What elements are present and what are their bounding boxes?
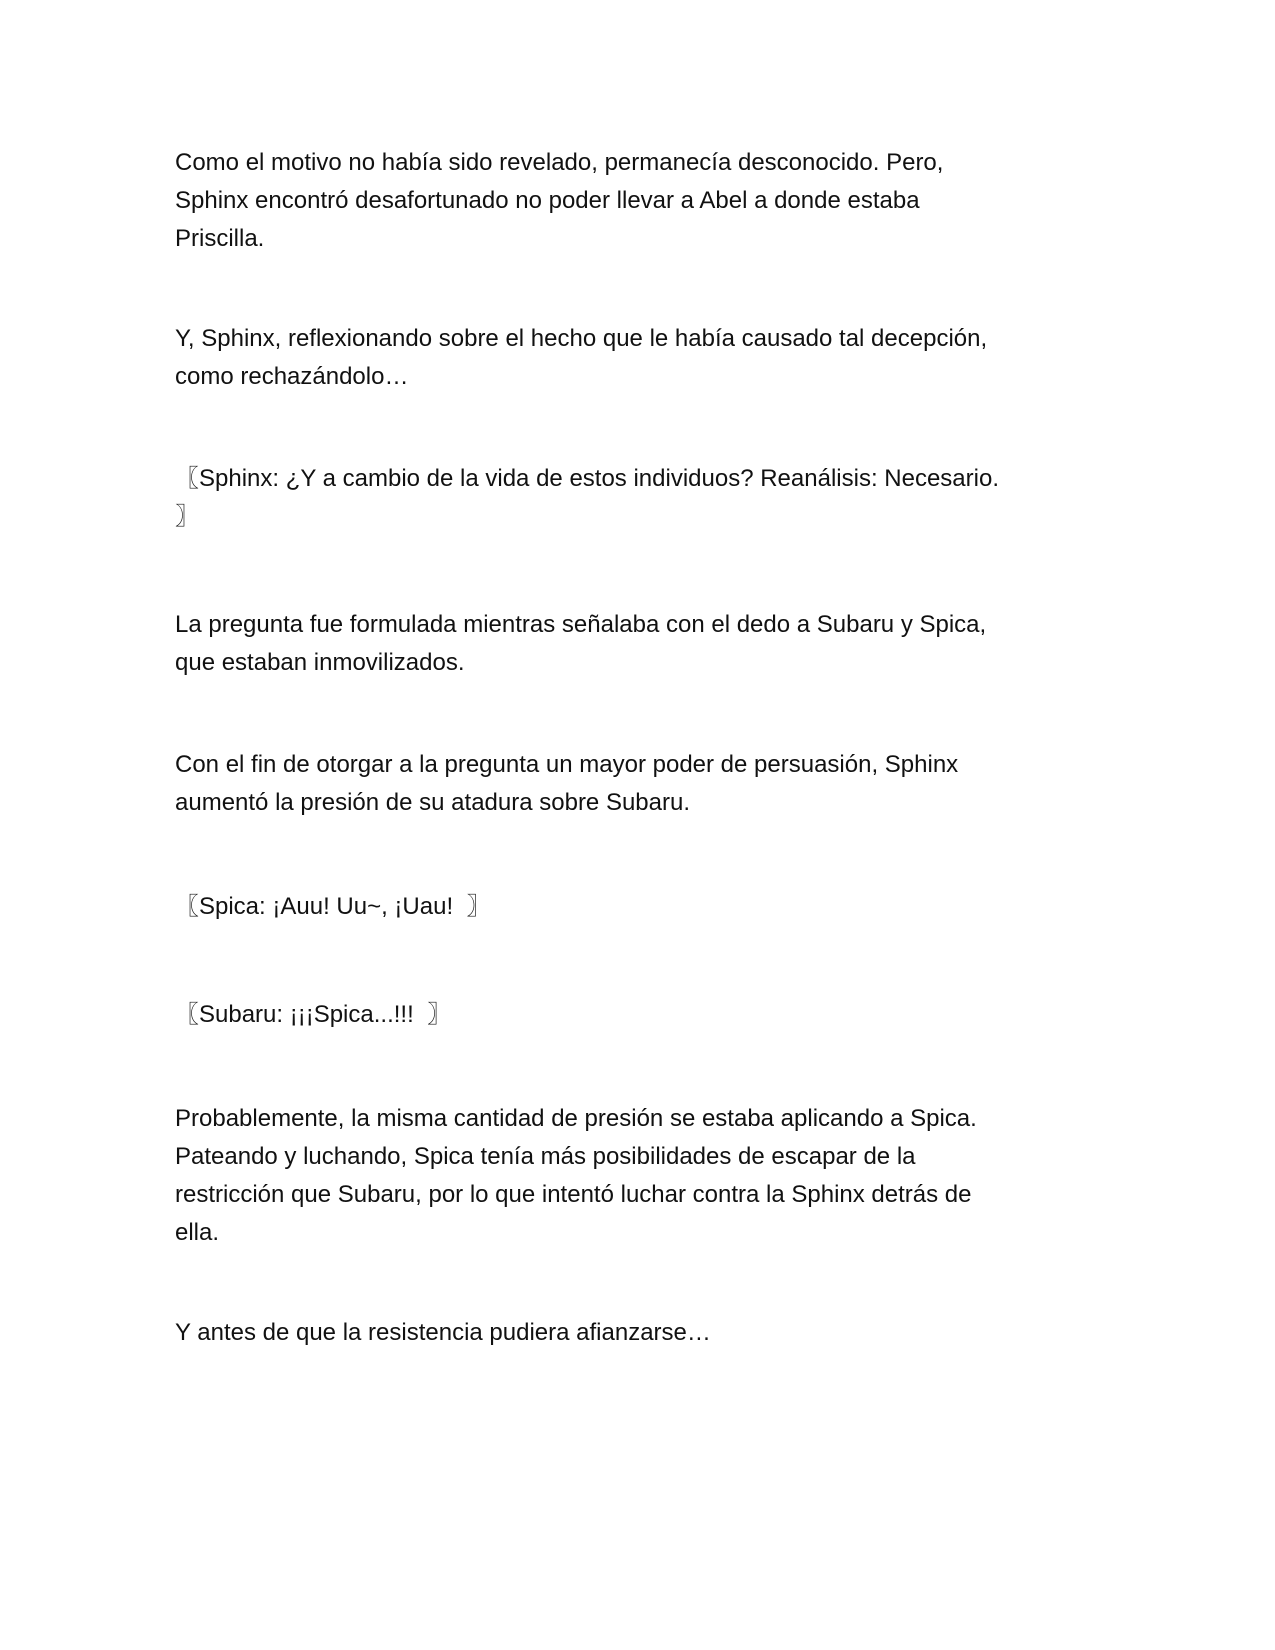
paragraph-reflection: Y, Sphinx, reflexionando sobre el hecho que le había causado tal decepción, como rechazándolo…	[175, 325, 988, 390]
paragraph-question: La pregunta fue formulada mientras señalaba con el dedo a Subaru y Spica, que estaban inmovilizados.	[175, 611, 987, 676]
dialogue-sphinx: 〖Sphinx: ¿Y a cambio de la vida de estos individuos? Reanálisis: Necesario. 〗	[175, 465, 999, 530]
dialogue-spica: 〖Spica: ¡Auu! Uu~, ¡Uau! 〗	[175, 893, 491, 920]
paragraph-motive: Como el motivo no había sido revelado, permanecía desconocido. Pero, Sphinx encontró desafortunado no poder llevar a Abel a donde estaba Priscilla.	[175, 149, 944, 252]
dialogue-subaru: 〖Subaru: ¡¡¡Spica...!!! 〗	[175, 1001, 452, 1028]
paragraph-struggle: Probablemente, la misma cantidad de presión se estaba aplicando a Spica. Pateando y luchando, Spica tenía más posibilidades de escapar de la restricción que Subaru, por lo que intentó luchar contra la Sphinx detrás de ella.	[175, 1105, 977, 1246]
paragraph-resistance: Y antes de que la resistencia pudiera afianzarse…	[175, 1319, 711, 1346]
paragraph-persuasion: Con el fin de otorgar a la pregunta un mayor poder de persuasión, Sphinx aumentó la presión de su atadura sobre Subaru.	[175, 751, 959, 816]
